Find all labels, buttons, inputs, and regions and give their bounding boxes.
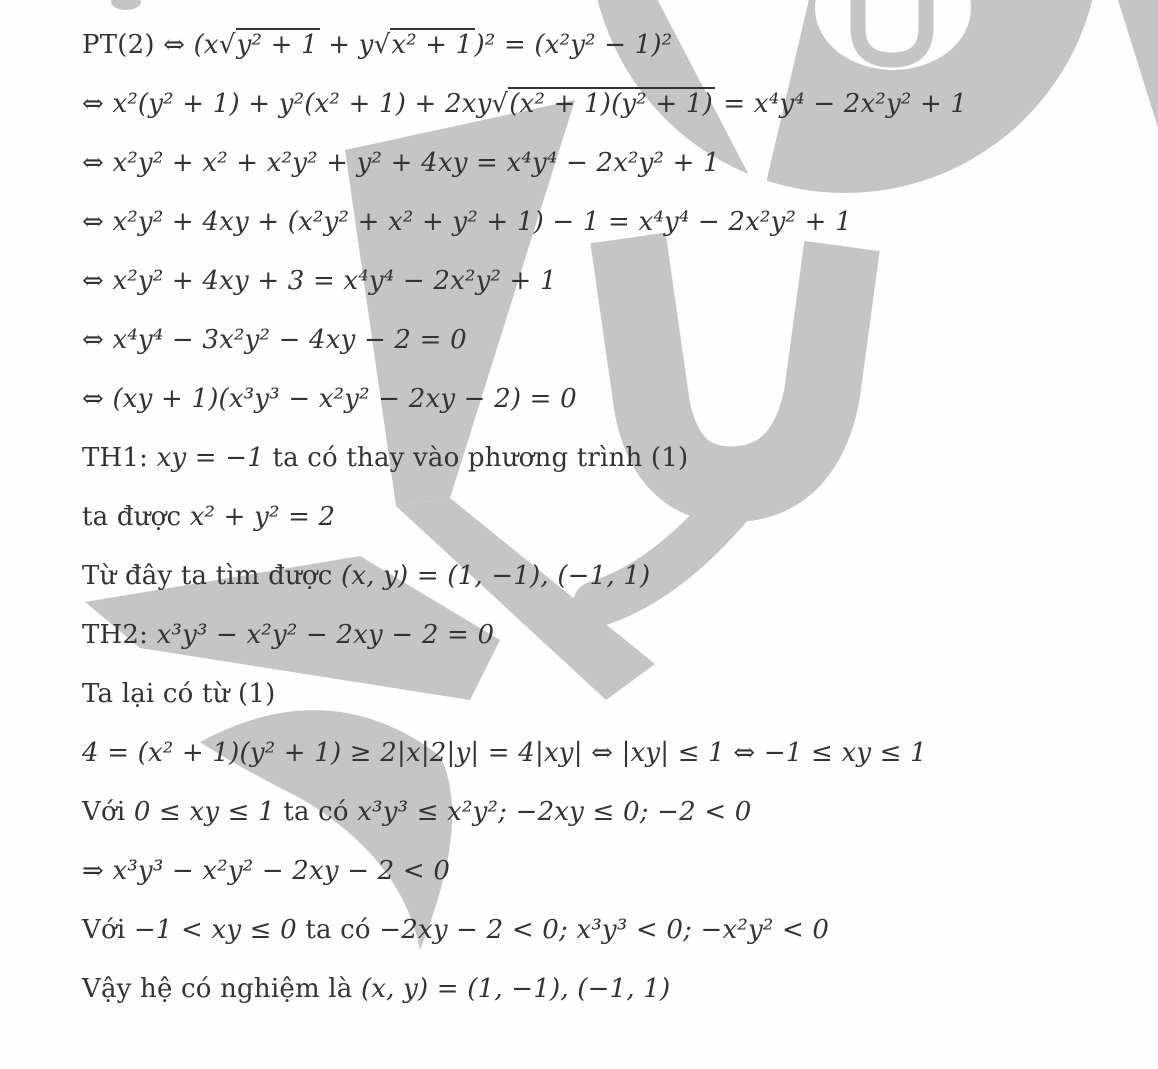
math-line <box>82 783 967 842</box>
math-line <box>82 252 967 311</box>
math-segment: −2xy − 2 < 0; x³y³ < 0; −x²y² < 0 <box>379 915 830 945</box>
math-segment: ⇔ x²y² + 4xy + (x²y² + x² + y² + 1) − 1 = x⁴y⁴ − 2x²y² + 1 <box>82 207 852 237</box>
text-segment: Ta lại có từ (1) <box>82 679 276 709</box>
math-segment: ⇔ x²y² + 4xy + 3 = x⁴y⁴ − 2x²y² + 1 <box>82 266 557 296</box>
text-segment: ta có thay vào phương trình (1) <box>264 443 689 473</box>
text-segment: ta được <box>82 502 190 532</box>
math-line <box>82 724 967 783</box>
radicand: y² + 1 <box>236 30 318 60</box>
math-line <box>82 193 967 252</box>
radicand: (x² + 1)(y² + 1) <box>509 89 713 119</box>
text-segment: Từ đây ta tìm được <box>82 561 342 591</box>
text-segment: PT(2) <box>82 30 164 60</box>
math-segment: −1 < xy ≤ 0 <box>133 915 297 945</box>
math-segment: 4 = (x² + 1)(y² + 1) ≥ 2|x|2|y| = 4|xy| ⇔ |xy| ≤ 1 ⇔ −1 ≤ xy ≤ 1 <box>82 738 927 768</box>
radicand: x² + 1 <box>391 30 473 60</box>
text-segment: Với <box>82 915 134 945</box>
text-segment: Vậy hệ có nghiệm là <box>82 974 361 1004</box>
math-line <box>82 547 967 606</box>
text-segment: ta có <box>296 915 380 945</box>
text-segment: ta có <box>274 797 358 827</box>
radical-sign: √ <box>491 89 509 119</box>
math-line <box>82 901 967 960</box>
document-content <box>82 16 967 1019</box>
math-segment: (x, y) = (1, −1), (−1, 1) <box>341 561 651 591</box>
math-line <box>82 370 967 429</box>
math-segment: ⇔ (xy + 1)(x³y³ − x²y² − 2xy − 2) = 0 <box>82 384 577 414</box>
radical-sign: √ <box>373 30 391 60</box>
text-segment: TH2: <box>82 620 157 650</box>
text-segment: Với <box>82 797 134 827</box>
watermark-top-blob <box>111 0 141 10</box>
math-segment: x³y³ ≤ x²y²; −2xy ≤ 0; −2 < 0 <box>357 797 752 827</box>
math-segment: x² + y² = 2 <box>189 502 336 532</box>
math-line <box>82 429 967 488</box>
math-line <box>82 134 967 193</box>
math-line <box>82 960 967 1019</box>
math-segment: x³y³ − x²y² − 2xy − 2 = 0 <box>156 620 495 650</box>
math-line <box>82 665 967 724</box>
math-line <box>82 606 967 665</box>
math-line <box>82 16 967 75</box>
math-line <box>82 488 967 547</box>
math-segment: 0 ≤ xy ≤ 1 <box>133 797 275 827</box>
text-segment: TH1: <box>82 443 157 473</box>
math-lines <box>82 16 967 1019</box>
math-line <box>82 311 967 370</box>
math-segment: (x, y) = (1, −1), (−1, 1) <box>360 974 671 1004</box>
math-line <box>82 75 967 134</box>
math-segment: ⇒ x³y³ − x²y² − 2xy − 2 < 0 <box>82 856 451 886</box>
math-segment: xy = −1 <box>156 443 264 473</box>
math-line <box>82 842 967 901</box>
math-segment: ⇔ x²y² + x² + x²y² + y² + 4xy = x⁴y⁴ − 2x²y² + 1 <box>82 148 720 178</box>
math-segment: ⇔ (x√y² + 1 + y√x² + 1)² = (x²y² − 1)² <box>163 30 673 60</box>
radical-sign: √ <box>218 30 236 60</box>
math-segment: ⇔ x⁴y⁴ − 3x²y² − 4xy − 2 = 0 <box>82 325 467 355</box>
math-segment: ⇔ x²(y² + 1) + y²(x² + 1) + 2xy√(x² + 1)(y² + 1) = x⁴y⁴ − 2x²y² + 1 <box>82 89 968 119</box>
watermark-corner-triangle <box>1118 0 1158 128</box>
